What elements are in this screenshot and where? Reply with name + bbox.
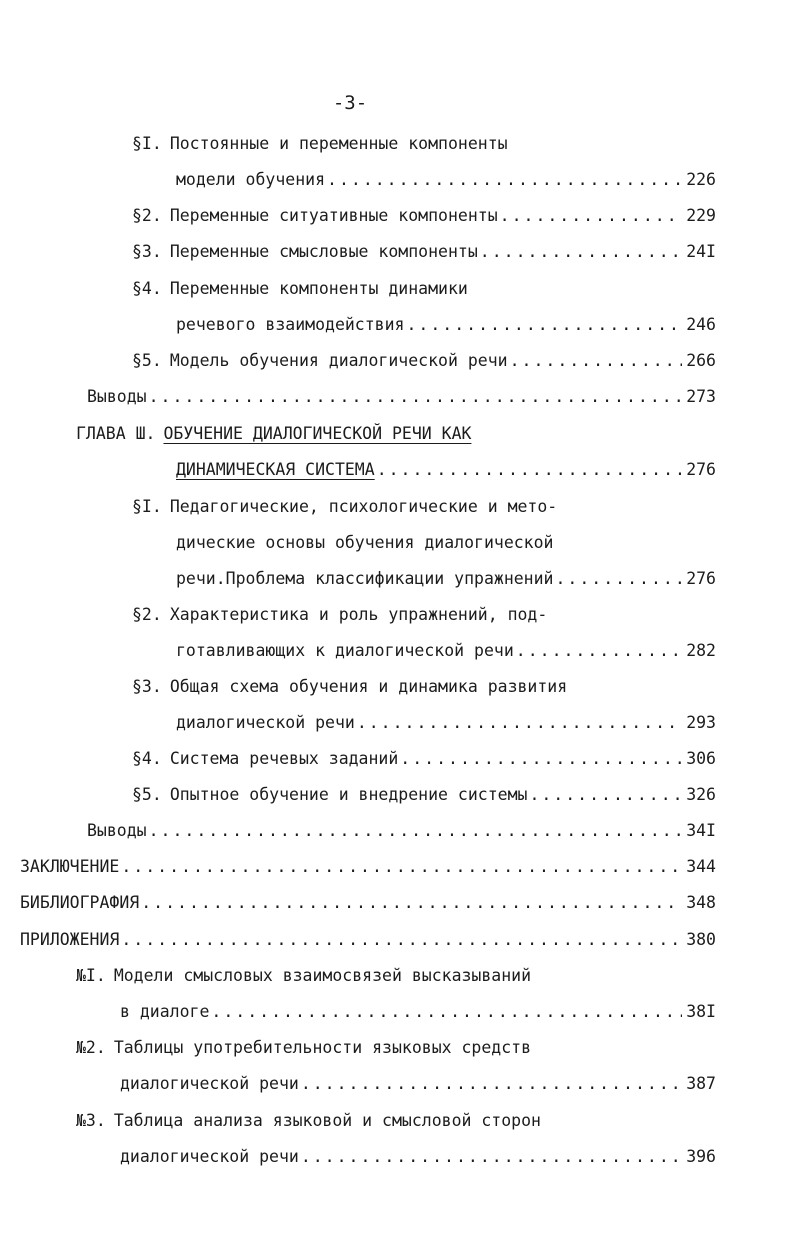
chapter-title: ДИНАМИЧЕСКАЯ СИСТЕМА — [176, 460, 375, 479]
entry-title: Модель обучения диалогической речи — [169, 351, 508, 370]
toc-entry — [120, 1071, 716, 1097]
toc-chapter-heading — [76, 421, 716, 447]
page-ref: 266 — [686, 351, 716, 370]
entry-title: ЗАКЛЮЧЕНИЕ — [20, 857, 120, 876]
toc-entry — [176, 312, 716, 338]
page-ref: 276 — [686, 569, 716, 588]
entry-title: БИБЛИОГРАФИЯ — [20, 893, 140, 912]
chapter-title: ОБУЧЕНИЕ ДИАЛОГИЧЕСКОЙ РЕЧИ КАК — [163, 424, 472, 443]
dot-leader — [301, 1071, 682, 1097]
toc-entry — [176, 710, 716, 736]
page-ref: 380 — [686, 930, 716, 949]
entry-title: Таблицы употребительности языковых средств — [113, 1038, 532, 1057]
toc-entry — [176, 167, 716, 193]
dot-leader — [149, 818, 683, 844]
toc-entry — [132, 203, 716, 229]
toc-entry — [87, 384, 716, 410]
entry-title: Выводы — [87, 821, 147, 840]
toc-entry — [176, 457, 716, 483]
section-mark: §2. — [132, 206, 162, 225]
toc-entry — [20, 927, 716, 953]
page-ref: 229 — [686, 206, 716, 225]
page-ref: 396 — [686, 1147, 716, 1166]
page-ref: 246 — [686, 315, 716, 334]
dot-leader — [121, 854, 682, 880]
page-ref: 306 — [686, 749, 716, 768]
page-ref: 348 — [686, 893, 716, 912]
toc-entry — [76, 963, 716, 989]
entry-title: Опытное обучение и внедрение системы — [169, 785, 528, 804]
dot-leader — [211, 999, 682, 1025]
section-mark: §4. — [132, 279, 162, 298]
dot-leader — [121, 927, 682, 953]
toc-entry — [176, 530, 716, 556]
entry-title: Переменные смысловые компоненты — [169, 242, 478, 261]
toc-entry — [132, 494, 716, 520]
entry-title: в диалоге — [120, 1002, 210, 1021]
page-ref: 24I — [686, 242, 716, 261]
entry-title: Переменные ситуативные компоненты — [169, 206, 498, 225]
toc-entry — [20, 890, 716, 916]
page-ref: 273 — [686, 387, 716, 406]
entry-title: готавливающих к диалогической речи — [176, 641, 514, 660]
entry-title: диалогической речи — [120, 1147, 299, 1166]
entry-title: Характеристика и роль упражнений, под- — [169, 605, 548, 624]
toc-entry — [176, 638, 716, 664]
section-mark: §2. — [132, 605, 162, 624]
toc-entry — [76, 1108, 716, 1134]
page-ref: 293 — [686, 713, 716, 732]
toc-entry — [120, 999, 716, 1025]
toc-entry — [120, 1144, 716, 1170]
entry-title: Модели смысловых взаимосвязей высказываний — [113, 966, 532, 985]
page-ref: 387 — [686, 1074, 716, 1093]
entry-title: Выводы — [87, 387, 147, 406]
entry-title: Постоянные и переменные компоненты — [169, 134, 508, 153]
dot-leader — [556, 566, 683, 592]
dot-leader — [406, 312, 682, 338]
dot-leader — [327, 167, 682, 193]
section-mark: §5. — [132, 785, 162, 804]
dot-leader — [149, 384, 683, 410]
page-number: -3- — [332, 92, 368, 114]
entry-title: диалогической речи — [176, 713, 355, 732]
dot-leader — [510, 348, 683, 374]
entry-title: ПРИЛОЖЕНИЯ — [20, 930, 120, 949]
toc-entry — [87, 818, 716, 844]
entry-title: модели обучения — [176, 170, 326, 189]
toc-entry — [132, 782, 716, 808]
page-ref: 276 — [686, 460, 716, 479]
toc-entry — [176, 566, 716, 592]
entry-title: речи.Проблема классификации упражнений — [176, 569, 554, 588]
page-ref: 344 — [686, 857, 716, 876]
page-ref: 34I — [686, 821, 716, 840]
appendix-mark: №2. — [76, 1038, 106, 1057]
dot-leader — [500, 203, 683, 229]
toc-entry — [132, 348, 716, 374]
entry-title: дические основы обучения диалогической — [176, 533, 554, 552]
section-mark: §3. — [132, 677, 162, 696]
appendix-mark: №3. — [76, 1111, 106, 1130]
entry-title: Таблица анализа языковой и смысловой сторон — [113, 1111, 541, 1130]
entry-title: речевого взаимодействия — [176, 315, 405, 334]
dot-leader — [529, 782, 682, 808]
page-ref: 282 — [686, 641, 716, 660]
toc-entry — [132, 746, 716, 772]
section-mark: §I. — [132, 497, 162, 516]
appendix-mark: №I. — [76, 966, 106, 985]
chapter-mark: ГЛАВА Ш. — [76, 424, 156, 443]
section-mark: §I. — [132, 134, 162, 153]
page-ref: 38I — [686, 1002, 716, 1021]
dot-leader — [400, 746, 682, 772]
entry-title: Переменные компоненты динамики — [169, 279, 468, 298]
toc-entry — [132, 239, 716, 265]
entry-title: Система речевых заданий — [169, 749, 399, 768]
dot-leader — [301, 1144, 682, 1170]
toc-entry — [20, 854, 716, 880]
dot-leader — [377, 457, 683, 483]
section-mark: §5. — [132, 351, 162, 370]
toc-entry — [132, 674, 716, 700]
toc-entry — [76, 1035, 716, 1061]
entry-title: Педагогические, психологические и мето- — [169, 497, 558, 516]
section-mark: §4. — [132, 749, 162, 768]
toc-entry — [132, 276, 716, 302]
entry-title: диалогической речи — [120, 1074, 299, 1093]
toc-entry — [132, 602, 716, 628]
section-mark: §3. — [132, 242, 162, 261]
dot-leader — [357, 710, 682, 736]
toc-entry — [132, 131, 716, 157]
page-ref: 226 — [686, 170, 716, 189]
dot-leader — [141, 890, 682, 916]
dot-leader — [480, 239, 682, 265]
page-ref: 326 — [686, 785, 716, 804]
entry-title: Общая схема обучения и динамика развития — [169, 677, 568, 696]
dot-leader — [516, 638, 682, 664]
